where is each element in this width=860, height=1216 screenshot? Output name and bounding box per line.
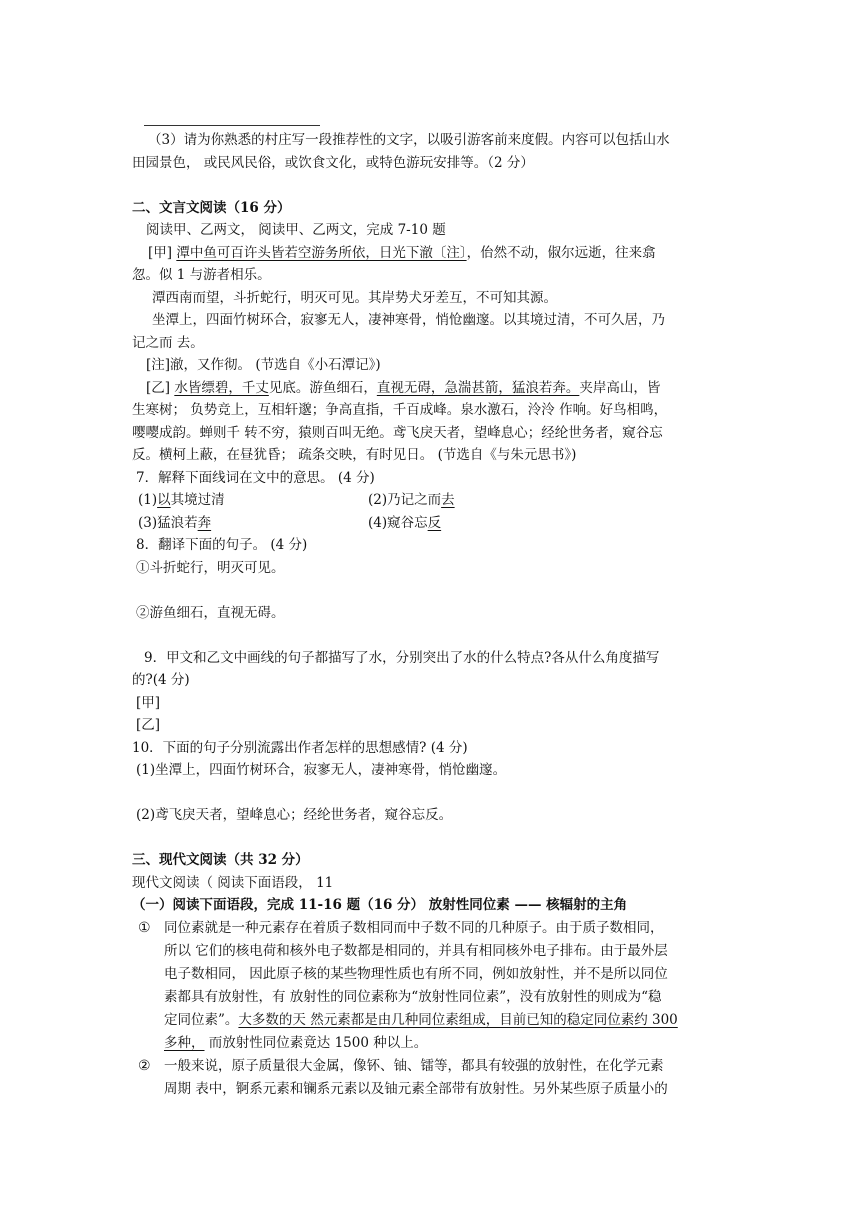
plain-text: 而放射性同位素竟达 1500 种以上。 [204,1035,428,1051]
passage-yi-line-2: 生寒树； 负势竞上，互相轩邈；争高直指，千百成峰。泉水激石，泠泠 作响。好鸟相鸣， [132,402,668,418]
passage-yi-line-3: 嘤嘤成韵。蝉则千 转不穷，猿则百叫无绝。鸢飞戾天者，望峰息心；经纶世务者，窥谷忘 [132,425,663,441]
paragraph-1-line-2: 所以 它们的核电荷和核外电子数都是相同的，并具有相同核外电子排布。由于最外层 [164,943,668,959]
item-label: (1) [138,492,158,508]
passage-yi-text-1: 见底。游鱼细石， [268,380,377,396]
underlined-word: 去 [441,492,455,508]
passage-yi-tag: [乙] [146,380,175,396]
separator-line [144,125,320,126]
paragraph-1-line-1: 同位素就是一种元素存在着质子数相同而中子数不同的几种原子。由于质子数相同， [164,920,664,936]
question-7-item-3 [138,514,211,532]
plain-text: 定同位素”。 [164,1012,239,1028]
section-2-intro: 阅读甲、乙两文， 阅读甲、乙两文，完成 7-10 题 [146,222,446,238]
question-9-answer-yi: [乙] [136,717,161,733]
question-7-stem: 7．解释下面线词在文中的意思。 (4 分) [136,470,375,486]
passage-yi-underlined-2: 直视无碍，急湍甚箭，猛浪若奔。 [376,380,580,396]
question-7-item-2 [368,491,455,509]
section-3-subheading: （一）阅读下面语段，完成 11-16 题（16 分） 放射性同位素 —— 核辐射的主角 [132,897,628,913]
question-7-item-4 [368,514,441,532]
paragraph-2-line-2: 周期 表中，锕系元素和镧系元素以及铀元素全部带有放射性。另外某些原子质量小的 [164,1081,668,1097]
question-8-sentence-1: ①斗折蛇行，明灭可见。 [136,560,285,576]
passage-yi-underlined-1: 水皆缥碧，千丈 [174,380,269,396]
paragraph-1-line-5 [164,1011,678,1029]
question-3-line-2: 田园景色， 或民风民俗，或饮食文化，或特色游玩安排等。（2 分） [132,155,534,171]
passage-jia-paragraph-2: 潭西南而望，斗折蛇行，明灭可见。其岸势犬牙差互，不可知其源。 [152,290,557,306]
item-text: (4)窥谷忘 [368,515,428,531]
item-text: (3)猛浪若 [138,515,198,531]
question-3-line-1: （3）请为你熟悉的村庄写一段推荐性的文字，以吸引游客前来度假。内容可以包括山水 [148,132,670,148]
underlined-word: 奔 [197,515,212,531]
passage-jia-text: ，佁然不动，俶尔远逝，往来翕 [466,245,656,261]
underlined-sentence: 大多数的天 然元素都是由几种同位素组成，目前已知的稳定同位素约 300 [238,1012,678,1028]
underlined-word: 以 [157,492,171,508]
question-10-sentence-2: (2)鸢飞戾天者，望峰息心；经纶世务者，窥谷忘反。 [136,807,453,823]
passage-jia-note: [注]澈，又作彻。 (节选自《小石潭记》) [146,357,381,373]
passage-yi-text-2: 夹岸高山，皆 [579,380,661,396]
section-2-heading: 二、文言文阅读（16 分） [132,200,291,216]
item-text: (2)乃记之而 [368,492,442,508]
question-9-answer-jia: [甲] [136,695,161,711]
passage-yi-line-4: 反。横柯上蔽，在昼犹昏； 疏条交映，有时见日。 (节选自《与朱元思书》) [132,447,577,463]
paragraph-2-number: ② [138,1058,151,1074]
question-10-sentence-1: (1)坐潭上，四面竹树环合，寂寥无人，凄神寒骨，悄怆幽邃。 [136,762,507,778]
paragraph-1-number: ① [138,920,151,936]
underlined-sentence: 多种， [164,1035,205,1051]
passage-jia-underlined-sentence: 潭中鱼可百许头皆若空游务所依，日光下澈〔注〕 [176,245,467,261]
passage-jia-tag: [甲] [148,245,177,261]
passage-jia-line-2: 忽。似 1 与游者相乐。 [132,267,271,283]
passage-jia-line-1 [148,244,656,262]
passage-yi-line-1 [146,379,660,397]
question-9-line-2: 的?(4 分) [132,672,190,688]
question-9-line-1: 9．甲文和乙文中画线的句子都描写了水，分别突出了水的什么特点?各从什么角度描写 [144,650,660,666]
question-8-sentence-2: ②游鱼细石，直视无碍。 [136,605,285,621]
paragraph-1-line-4: 素都具有放射性，有 放射性的同位素称为“放射性同位素”，没有放射性的则成为“稳 [164,989,662,1005]
section-3-heading: 三、现代文阅读（共 32 分） [132,852,309,868]
question-8-stem: 8．翻译下面的句子。 (4 分) [136,537,308,553]
question-7-item-1 [138,491,225,509]
paragraph-2-line-1: 一般来说，原子质量很大金属，像钚、铀、镭等，都具有较强的放射性，在化学元素 [164,1058,664,1074]
item-text: 其境过清 [170,492,225,508]
passage-jia-paragraph-3-line-1: 坐潭上，四面竹树环合，寂寥无人，凄神寒骨，悄怆幽邃。以其境过清，不可久居，乃 [152,312,665,328]
passage-jia-paragraph-3-line-2: 记之而 去。 [132,335,204,351]
paragraph-1-line-3: 电子数相同， 因此原子核的某些物理性质也有所不同，例如放射性，并不是所以同位 [164,966,668,982]
underlined-word: 反 [427,515,442,531]
question-10-stem: 10．下面的句子分别流露出作者怎样的思想感情? (4 分) [132,740,468,756]
section-3-intro: 现代文阅读（ 阅读下面语段， 11 [132,875,334,891]
paragraph-1-line-6 [164,1034,427,1052]
